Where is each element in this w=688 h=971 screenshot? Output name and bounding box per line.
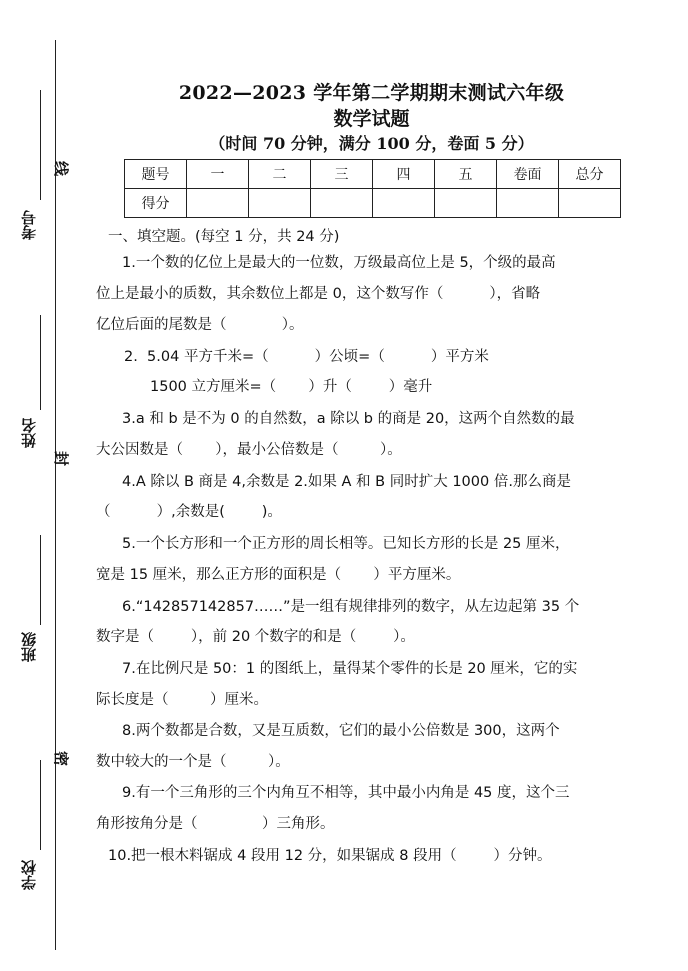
question-line: 3.a 和 b 是不为 0 的自然数，a 除以 b 的商是 20，这两个自然数的最 (122, 411, 575, 427)
score-input-cell[interactable] (249, 189, 311, 218)
name-label: 姓名 (20, 418, 38, 448)
exam-info: （时间 70 分钟，满分 100 分，卷面 5 分） (209, 134, 534, 153)
table-cell: 题号 (125, 160, 187, 189)
seal2-mark: 密 (54, 749, 69, 767)
seal-mark: 封 (54, 449, 69, 467)
section-heading: 一、填空题。(每空 1 分，共 24 分) (108, 229, 340, 245)
score-input-cell[interactable] (373, 189, 435, 218)
question-line: 1500 立方厘米=（ ）升（ ）毫升 (150, 379, 433, 395)
table-cell: 卷面 (497, 160, 559, 189)
question-line: 位上是最小的质数，其余数位上都是 0，这个数写作（ ），省略 (96, 286, 541, 302)
class-label: 班级 (20, 632, 38, 662)
question-line: 5.一个长方形和一个正方形的周长相等。已知长方形的长是 25 厘米， (122, 536, 570, 552)
question-line: 9.有一个三角形的三个内角互不相等，其中最小内角是 45 度，这个三 (122, 785, 570, 801)
exam-title: 2022—2023 学年第二学期期末测试六年级 (178, 82, 565, 104)
question-line: 6.“142857142857……”是一组有规律排列的数字，从左边起第 35 个 (122, 599, 580, 615)
question-line: 8.两个数都是合数，又是互质数，它们的最小公倍数是 300，这两个 (122, 723, 560, 739)
score-table (124, 159, 621, 218)
score-table-header-row (125, 160, 621, 189)
question-line: 角形按角分是（ ）三角形。 (96, 816, 335, 832)
score-input-cell[interactable] (497, 189, 559, 218)
score-input-cell[interactable] (187, 189, 249, 218)
question-line: 宽是 15 厘米，那么正方形的面积是（ ）平方厘米。 (96, 567, 461, 583)
question-line: 10.把一根木料锯成 4 段用 12 分，如果锯成 8 段用（ ）分钟。 (108, 848, 552, 864)
score-input-cell[interactable] (311, 189, 373, 218)
question-line: （ ）,余数是( )。 (96, 504, 282, 520)
class-blank (40, 535, 41, 625)
table-cell: 五 (435, 160, 497, 189)
score-input-cell[interactable] (559, 189, 621, 218)
question-line: 4.A 除以 B 商是 4,余数是 2.如果 A 和 B 同时扩大 1000 倍.那么商是 (122, 474, 571, 490)
question-line: 2. 5.04 平方千米=（ ）公顷=（ ）平方米 (124, 349, 489, 365)
question-line: 际长度是（ ）厘米。 (96, 692, 268, 708)
table-cell: 三 (311, 160, 373, 189)
score-table-score-row (125, 189, 621, 218)
question-line: 7.在比例尺是 50：1 的图纸上，量得某个零件的长是 20 厘米，它的实 (122, 661, 578, 677)
score-input-cell[interactable] (435, 189, 497, 218)
exam-no-label: 考号 (20, 210, 38, 240)
question-line: 数字是（ ），前 20 个数字的和是（ ）。 (96, 629, 415, 645)
table-cell: 四 (373, 160, 435, 189)
table-cell: 二 (249, 160, 311, 189)
school-label: 学校 (20, 860, 38, 890)
table-cell: 得分 (125, 189, 187, 218)
question-line: 数中较大的一个是（ ）。 (96, 754, 290, 770)
question-line: 大公因数是（ ），最小公倍数是（ ）。 (96, 442, 402, 458)
question-line: 亿位后面的尾数是（ ）。 (96, 317, 304, 333)
table-cell: 一 (187, 160, 249, 189)
question-line: 1.一个数的亿位上是最大的一位数，万级最高位上是 5，个级的最高 (122, 255, 556, 271)
line-mark: 线 (54, 159, 69, 177)
name-blank (40, 315, 41, 410)
school-blank (40, 760, 41, 850)
exam-subtitle: 数学试题 (333, 108, 410, 130)
table-cell: 总分 (559, 160, 621, 189)
